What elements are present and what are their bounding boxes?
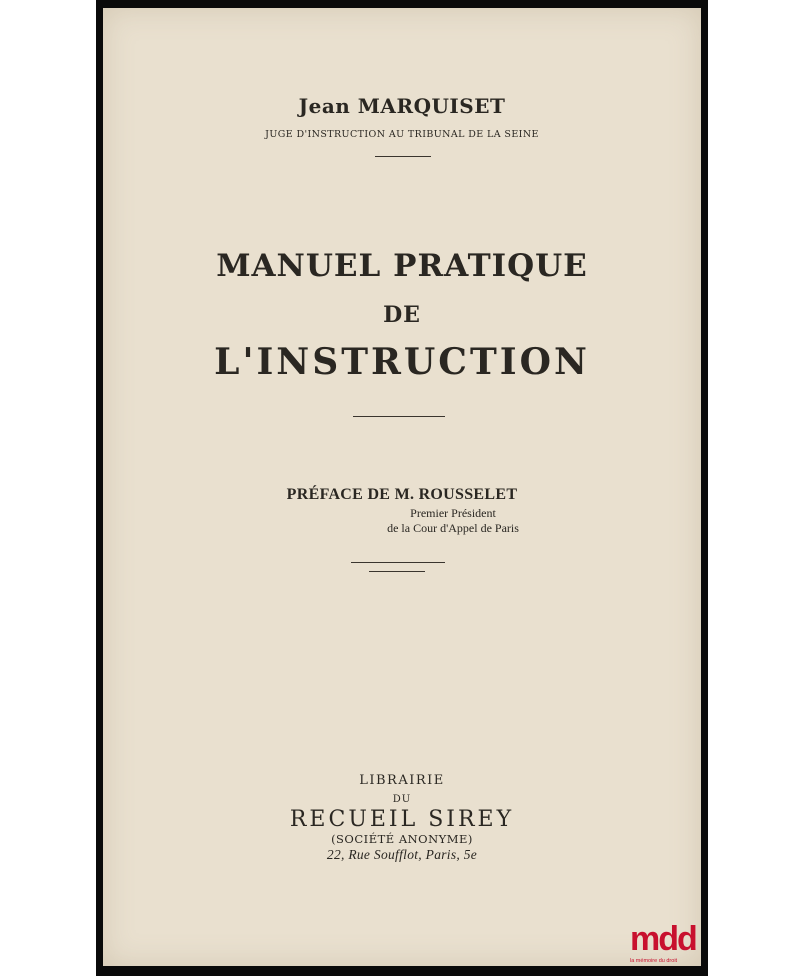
author-name: Jean MARQUISET (298, 94, 506, 118)
divider-rule (369, 571, 425, 572)
preface-role: Premier Président (410, 506, 496, 520)
mdd-logo (628, 920, 702, 968)
publisher-type: (SOCIÉTÉ ANONYME) (331, 832, 473, 846)
divider-rule (375, 156, 431, 157)
publisher-address: 22, Rue Soufflot, Paris, 5e (326, 847, 478, 862)
preface-role: de la Cour d'Appel de Paris (387, 521, 519, 535)
divider-rule (353, 416, 445, 417)
logo-tagline: la mémoire du droit (630, 958, 678, 964)
publisher-line-2: DU (392, 794, 412, 805)
publisher-name: RECUEIL SIREY (289, 807, 515, 832)
title-line-3: L'INSTRUCTION (214, 341, 590, 383)
logo-mark: mdd (630, 920, 696, 958)
book-cover (103, 8, 701, 966)
title-line-2: DE (383, 302, 421, 328)
divider-rule (351, 562, 445, 563)
title-line-1: MANUEL PRATIQUE (216, 248, 588, 284)
preface-title: PRÉFACE DE M. ROUSSELET (286, 486, 518, 503)
author-role: JUGE D'INSTRUCTION AU TRIBUNAL DE LA SEINE (265, 129, 539, 140)
publisher-line-1: LIBRAIRIE (359, 773, 445, 788)
